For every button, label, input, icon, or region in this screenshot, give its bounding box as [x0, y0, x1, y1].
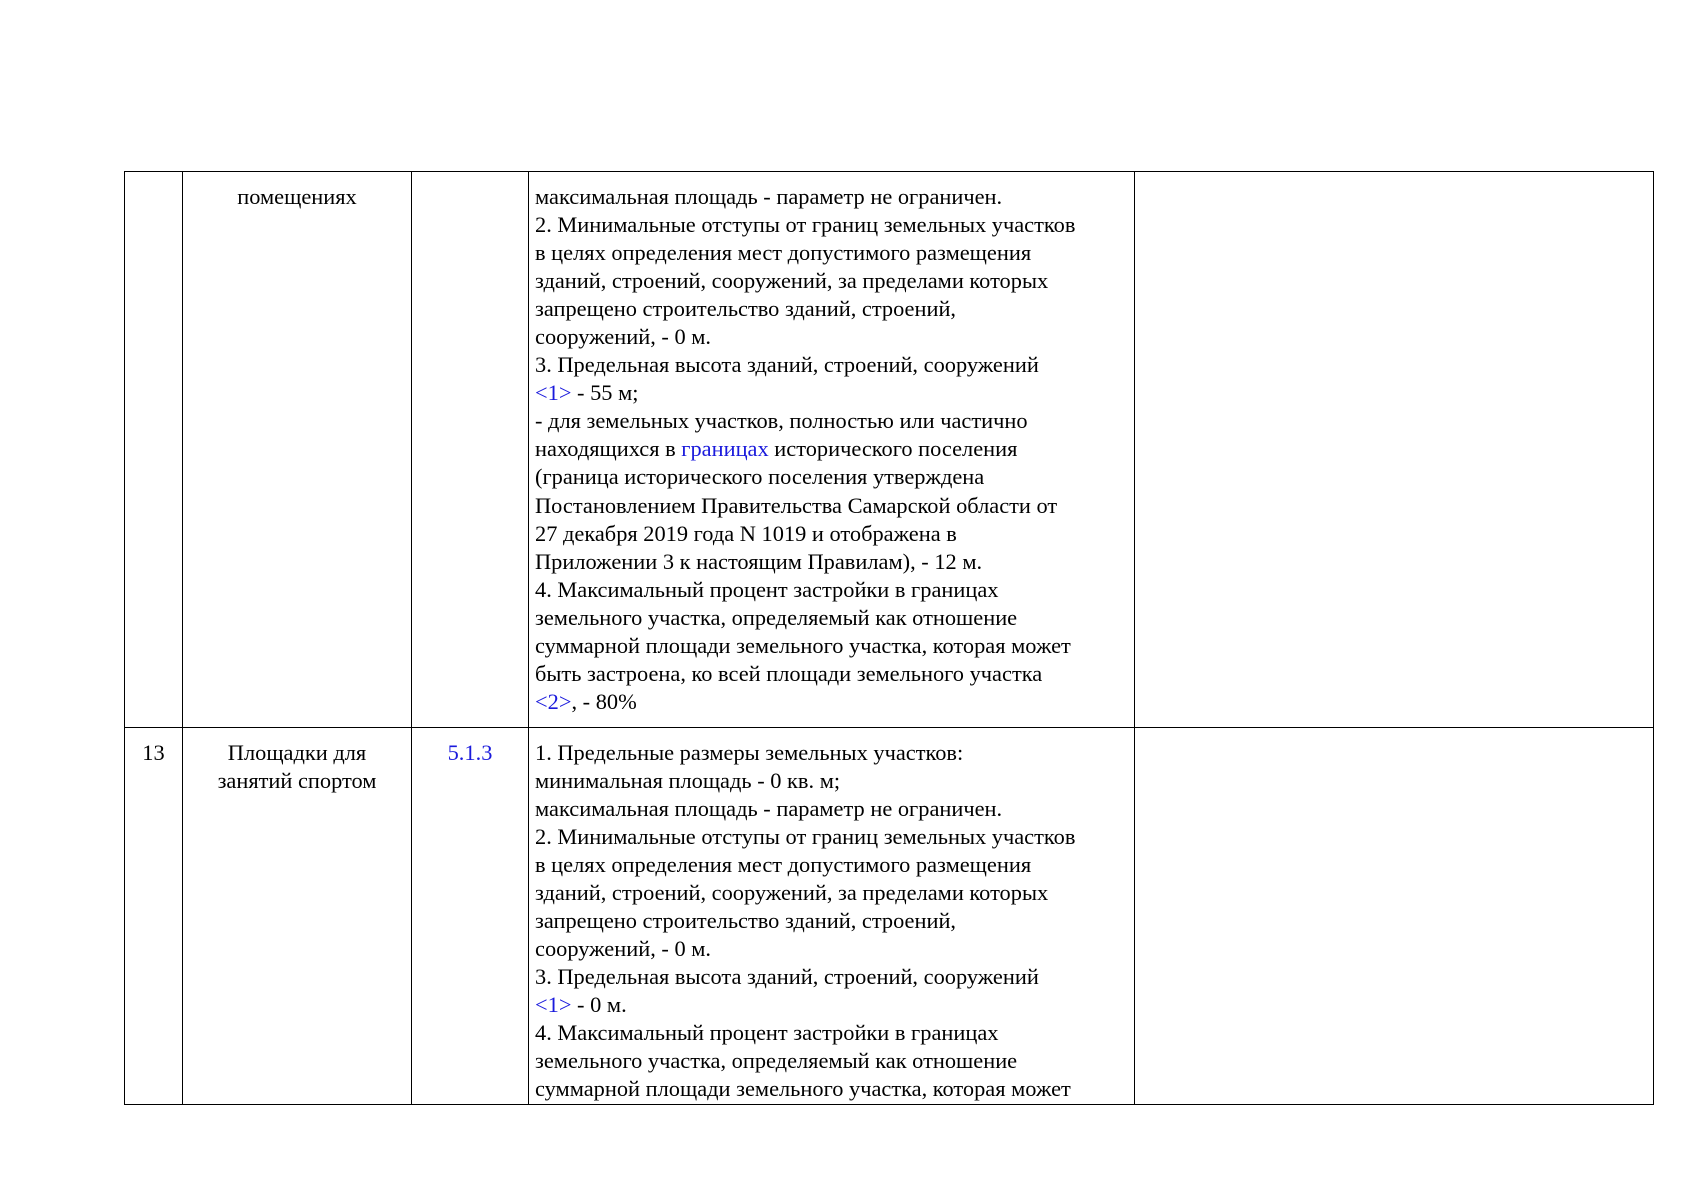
parameter-line [535, 823, 1128, 851]
use-type-line: Площадки для [227, 739, 367, 765]
parameter-line [535, 739, 1128, 767]
parameter-text: земельного участка, определяемый как отношение [535, 604, 1018, 630]
reference-link[interactable]: <2> [535, 688, 572, 714]
parameter-text: зданий, строений, сооружений, за пределами которых [535, 880, 1049, 906]
parameter-line [535, 795, 1128, 823]
parameter-text: 3. Предельная высота зданий, строений, сооружений [535, 964, 1039, 990]
parameter-line [535, 767, 1128, 795]
parameters-cell [529, 727, 1135, 1104]
parameter-text: 2. Минимальные отступы от границ земельных участков [535, 212, 1076, 238]
parameter-text: , - 80% [571, 688, 637, 714]
notes-cell [1135, 727, 1654, 1104]
parameter-text: минимальная площадь - 0 кв. м; [535, 767, 841, 793]
parameter-line [535, 492, 1128, 520]
parameter-line [535, 323, 1128, 351]
parameter-line [535, 211, 1128, 239]
parameter-text: суммарной площади земельного участка, которая может [535, 1076, 1071, 1102]
parameter-line [535, 879, 1128, 907]
reference-link[interactable]: <1> [535, 992, 572, 1018]
parameter-line [535, 851, 1128, 879]
parameter-text: 1. Предельные размеры земельных участков: [535, 739, 964, 765]
parameter-text: 4. Максимальный процент застройки в границах [535, 1020, 999, 1046]
parameter-text: - 55 м; [571, 380, 639, 406]
use-type-line: занятий спортом [217, 767, 377, 793]
parameter-text: земельного участка, определяемый как отношение [535, 1048, 1018, 1074]
zoning-parameters-table [124, 171, 1654, 1105]
parameter-text: максимальная площадь - параметр не ограничен. [535, 184, 1003, 209]
parameter-text: зданий, строений, сооружений, за пределами которых [535, 268, 1049, 294]
parameter-line [535, 935, 1128, 963]
parameter-text: 4. Максимальный процент застройки в границах [535, 576, 999, 602]
parameter-text: суммарной площади земельного участка, которая может [535, 632, 1071, 658]
notes-cell [1135, 172, 1654, 728]
parameter-text: - для земельных участков, полностью или частично [535, 408, 1028, 434]
parameter-line [535, 1047, 1128, 1075]
parameter-text: сооружений, - 0 м. [535, 324, 711, 350]
table-row [125, 172, 1654, 728]
parameter-line [535, 407, 1128, 435]
parameter-text: в целях определения мест допустимого размещения [535, 852, 1032, 878]
classifier-code-cell [412, 172, 529, 728]
parameter-line [535, 183, 1128, 211]
parameter-text: - 0 м. [571, 992, 627, 1018]
parameter-line [535, 660, 1128, 688]
parameter-text: Приложении 3 к настоящим Правилам), - 12 м. [535, 548, 983, 574]
reference-link[interactable]: <1> [535, 380, 572, 406]
parameter-text: (граница исторического поселения утверждена [535, 464, 985, 490]
parameter-line [535, 463, 1128, 491]
row-number-cell [125, 172, 183, 728]
parameter-text: запрещено строительство зданий, строений, [535, 908, 957, 934]
parameter-text: запрещено строительство зданий, строений, [535, 296, 957, 322]
parameter-line [535, 435, 1128, 463]
parameters-cell [529, 172, 1135, 728]
parameter-text: максимальная площадь - параметр не ограничен. [535, 795, 1003, 821]
row-number: 13 [142, 739, 165, 765]
parameter-text: Постановлением Правительства Самарской области от [535, 492, 1058, 518]
parameter-line [535, 548, 1128, 576]
parameter-line [535, 907, 1128, 935]
parameter-text: 2. Минимальные отступы от границ земельных участков [535, 824, 1076, 850]
parameter-text: 27 декабря 2019 года N 1019 и отображена в [535, 520, 957, 546]
table-row [125, 727, 1654, 1104]
parameter-text: исторического поселения [768, 436, 1018, 462]
parameter-line [535, 1019, 1128, 1047]
parameter-line [535, 1075, 1128, 1103]
parameter-line [535, 379, 1128, 407]
parameter-line [535, 688, 1128, 716]
parameter-line [535, 604, 1128, 632]
parameter-text: 3. Предельная высота зданий, строений, сооружений [535, 352, 1039, 378]
parameter-line [535, 351, 1128, 379]
classifier-code-cell [412, 727, 529, 1104]
parameter-text: находящихся в [535, 436, 682, 462]
use-type-cell [183, 172, 412, 728]
parameter-text: в целях определения мест допустимого размещения [535, 240, 1032, 266]
parameter-line [535, 991, 1128, 1019]
classifier-code-link[interactable]: 5.1.3 [447, 739, 493, 765]
table-body [125, 172, 1654, 1105]
use-type-line: помещениях [237, 184, 357, 209]
parameter-line [535, 239, 1128, 267]
parameter-line [535, 267, 1128, 295]
parameter-line [535, 295, 1128, 323]
parameter-line [535, 520, 1128, 548]
reference-link[interactable]: границах [681, 436, 769, 462]
parameter-text: быть застроена, ко всей площади земельного участка [535, 660, 1043, 686]
parameter-line [535, 963, 1128, 991]
parameter-line [535, 632, 1128, 660]
parameter-line [535, 576, 1128, 604]
parameter-text: сооружений, - 0 м. [535, 936, 711, 962]
use-type-cell [183, 727, 412, 1104]
row-number-cell [125, 727, 183, 1104]
